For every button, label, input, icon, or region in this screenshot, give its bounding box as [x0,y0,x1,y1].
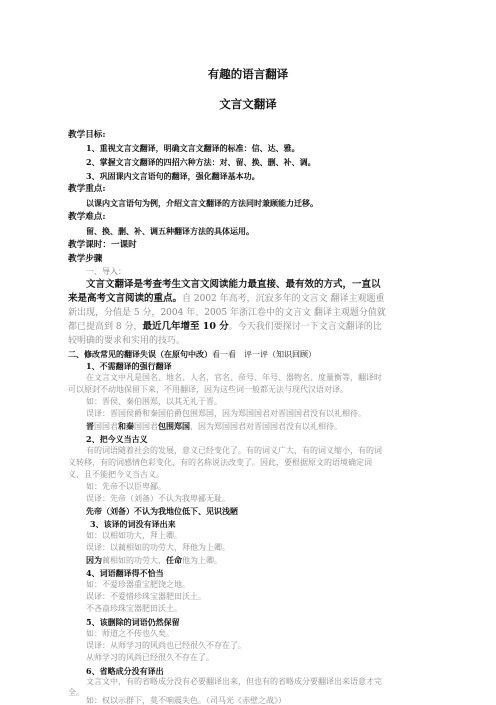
objective-item: 1、重视文言文翻译，明确文言文翻译的标准：信、达、雅。 [86,143,300,153]
hours-text: 教学课时：一课时 [68,240,137,250]
document-title: 有趣的语言翻译 [207,67,289,81]
correction-part: 晋 [86,421,94,431]
intro-label: 一、导入： [86,267,126,276]
example-text: 如：晋侯、秦伯围郑，以其无礼于晋。 [86,397,222,406]
wrong-translation: 误译：晋国侯爵和秦国伯爵包围郑国，因为郑国国君对晋国国君没有以礼相待。 [86,409,366,418]
paragraph-line: 可以原封不动地保留下来，不用翻译，因为这些词一般都无法与现代汉语对译。 [68,385,348,394]
objective-item: 3、巩固课内文言语句的翻译，强化翻译基本功。 [86,171,260,181]
error-type-title: 2、把今义当古义 [86,434,148,444]
error-type-title: 6、省略成分没有译出 [86,666,164,676]
steps-heading: 教学步骤 [68,254,103,264]
intro-text: 。今天我们要探讨一下文言文翻译的比 [228,322,382,332]
objective-item: 2、掌握文言文翻译的四招六种方法：对、留、换、删、补、调。 [86,157,316,167]
wrong-translation: 误译：以蔺相如的功劳大，拜他为上卿。 [86,543,230,552]
corrected-translation: 从师学习的风尚已经很久不存在了。 [86,653,214,662]
section-tail: 看一看 评一评（知识回顾） [212,350,316,359]
example-text: 如：不爱珍器重宝肥饶之地。 [86,580,190,589]
paragraph-line: 义，且不能把今义当古义。 [68,470,164,479]
correction-part: 国国君 [134,422,158,431]
correction-part: 蔺相如的功劳大， [102,556,166,565]
section-heading [68,349,316,360]
paragraph-line: 全。 [68,688,84,697]
error-type-title: 1、不需翻译的强行翻译 [86,361,172,371]
key-text: 以课内文言语句为例，介绍文言文翻译的方法同时兼顾能力迁移。 [86,198,318,208]
example-text: 如：先帝不以臣卑鄙。 [86,482,166,491]
correction-part: 和秦 [118,421,134,431]
correction-part: 任命 [166,555,182,565]
error-type-title: 3、该译的词没有译出来 [90,519,176,529]
correction-part: 他为上卿。 [182,556,222,565]
paragraph-line: 义转移，有的词感情色彩变化，有的名称说法改变了。因此，要根据原文的语境确定词 [68,458,372,467]
error-type-title: 5、该删除的词语仍然保留 [86,617,180,627]
corrected-translation [86,421,342,432]
objectives-heading: 教学目标: [68,130,106,140]
corrected-translation: 不吝啬珍珠宝器肥田沃土。 [86,604,182,613]
intro-line: 新出现，分值是 5 分，2004 年、2005 年浙江卷中的文言文 翻译主观题分值就 [68,308,386,318]
intro-text: 都已提高到 8 分， [68,322,143,332]
intro-line [68,294,385,304]
key-heading: 教学重点: [68,184,106,194]
paragraph-line: 在文言文中凡是国名、地名、人名，官名、帝号、年号、器物名、度量衡等，翻译时 [86,373,382,382]
error-type-title: 4、词语翻译得不恰当 [86,568,164,578]
paragraph-line: 文言文中，有的省略成分没有必要翻译出来，但也有的省略成分要翻译出来语意才完 [86,677,382,686]
section-title: 二、修改常见的翻译失误（在原句中改） [68,349,212,359]
intro-line: 较明确的要求和实用的技巧。 [68,336,186,346]
difficult-heading: 教学难点: [68,212,106,222]
wrong-translation: 误译：从师学习的风尚也已经很久不存在了。 [86,641,246,650]
corrected-translation [86,555,222,566]
wrong-translation: 误译：不爱惜珍珠宝器肥田沃土。 [86,592,206,601]
correction-part: 国国君 [94,422,118,431]
paragraph-line: 有的词语随着社会的发展，意义已经变化了。有的词义广大，有的词义缩小，有的词 [86,446,382,455]
difficult-text: 留、换、删、补、调五种翻译方法的具体运用。 [86,226,254,236]
document-subtitle: 文言文翻译 [219,97,277,111]
intro-emphasis: 最近几年增至 10 分 [142,321,229,332]
intro-emphasis: 来是高考文言阅读的重点。 [68,293,183,304]
intro-line [68,322,382,332]
correction-part: 因为 [86,555,102,565]
example-text: 如：师道之不传也久矣。 [86,629,174,638]
intro-line: 文言文翻译是考查考生文言文阅读能力最直接、最有效的方式，一直以 [86,279,381,290]
corrected-translation: 先帝（刘备）不认为我地位低下、见识浅陋 [86,506,238,516]
intro-text: 自 2002 年高考，沉寂多年的文言文 翻译主观题重 [182,294,385,304]
example-text: 如：权以示群下，莫不响震失色。（司马光《赤壁之战》） [86,696,286,705]
example-text: 如：以相如功大，拜上卿。 [86,531,182,540]
wrong-translation: 误译：先帝（刘备）不认为我卑鄙无耻。 [86,494,230,503]
correction-part: 包围郑国 [158,421,190,431]
correction-part: ，因为郑国国君对晋国国君没有以礼相待。 [190,422,342,431]
